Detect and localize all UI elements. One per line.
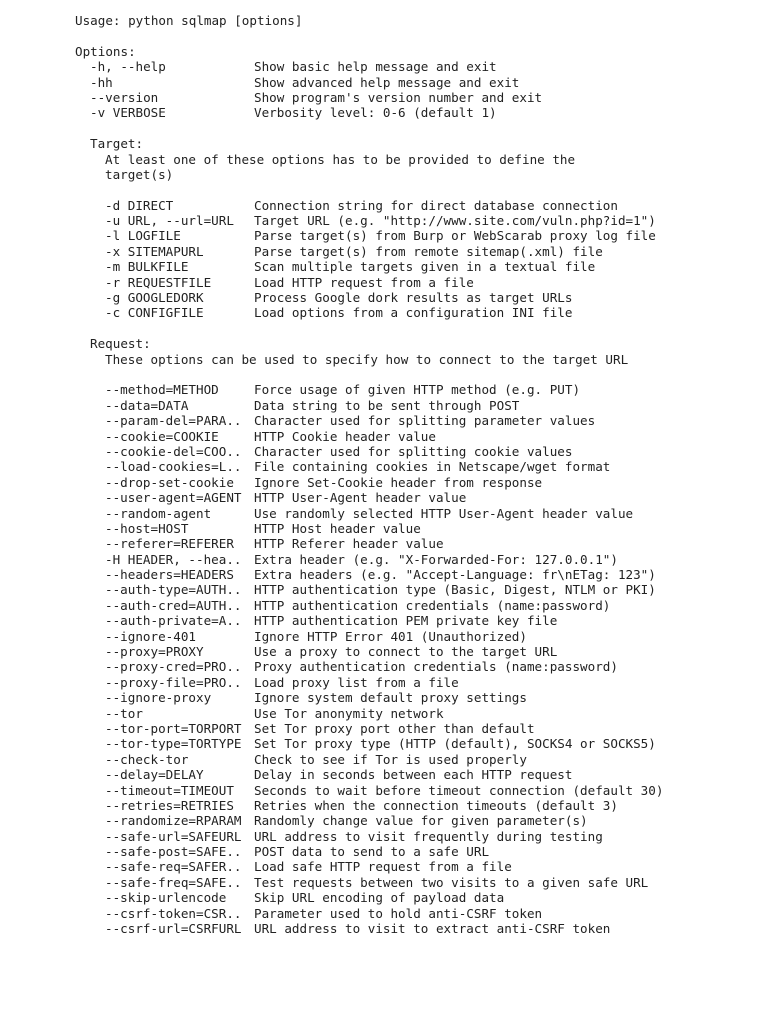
option-flag: --check-tor (105, 751, 189, 767)
option-row (75, 767, 765, 782)
option-description: Load HTTP request from a file (254, 274, 474, 290)
option-description: Use a proxy to connect to the target URL (254, 644, 558, 660)
option-description: Extra headers (e.g. "Accept-Language: fr\nETag: 123") (254, 567, 656, 583)
request-intro (75, 352, 765, 367)
option-row (75, 690, 765, 705)
option-description: Ignore Set-Cookie header from response (254, 474, 543, 490)
option-row (75, 629, 765, 644)
option-row (75, 598, 765, 613)
option-flag: --retries=RETRIES (105, 797, 234, 813)
option-flag: -u URL, --url=URL (105, 213, 234, 229)
option-flag: -d DIRECT (105, 197, 174, 213)
option-row (75, 890, 765, 905)
option-flag: -v VERBOSE (90, 105, 166, 121)
option-description: Connection string for direct database connection (254, 197, 618, 213)
option-description: Use Tor anonymity network (254, 705, 444, 721)
option-row (75, 706, 765, 721)
option-flag: -h, --help (90, 59, 166, 75)
option-row (75, 490, 765, 505)
option-row (75, 921, 765, 936)
option-description: Set Tor proxy port other than default (254, 720, 535, 736)
option-flag: --safe-post=SAFE.. (105, 844, 242, 860)
option-description: Load safe HTTP request from a file (254, 859, 512, 875)
request-options-list (75, 382, 765, 936)
option-row (75, 752, 765, 767)
option-row (75, 413, 765, 428)
option-description: Retries when the connection timeouts (default 3) (254, 797, 618, 813)
option-row (75, 475, 765, 490)
option-description: File containing cookies in Netscape/wget format (254, 459, 611, 475)
option-flag: --cookie-del=COO.. (105, 443, 242, 459)
option-flag: --drop-set-cookie (105, 474, 234, 490)
option-row (75, 906, 765, 921)
option-row (75, 521, 765, 536)
option-flag: --param-del=PARA.. (105, 413, 242, 429)
option-description: URL address to visit frequently during testing (254, 828, 603, 844)
option-flag: -l LOGFILE (105, 228, 181, 244)
option-description: Character used for splitting parameter values (254, 413, 596, 429)
option-row (75, 75, 765, 90)
target-options-list (75, 198, 765, 321)
option-description: HTTP authentication credentials (name:password) (254, 597, 611, 613)
option-description: URL address to visit to extract anti-CSRF token (254, 921, 611, 937)
option-description: HTTP authentication PEM private key file (254, 613, 558, 629)
option-description: Delay in seconds between each HTTP request (254, 767, 573, 783)
option-flag: --proxy=PROXY (105, 644, 204, 660)
option-row (75, 675, 765, 690)
option-description: Test requests between two visits to a given safe URL (254, 874, 649, 890)
option-flag: --ignore-401 (105, 628, 196, 644)
option-row (75, 398, 765, 413)
option-flag: --tor-type=TORTYPE (105, 736, 242, 752)
blank-line (75, 367, 765, 382)
option-row (75, 382, 765, 397)
option-flag: --tor-port=TORPORT (105, 720, 242, 736)
option-row (75, 90, 765, 105)
option-row (75, 567, 765, 582)
option-flag: --delay=DELAY (105, 767, 204, 783)
intro-line: These options can be used to specify how to connect to the target URL (105, 351, 629, 367)
option-description: Parse target(s) from remote sitemap(.xml) file (254, 243, 603, 259)
option-description: HTTP Referer header value (254, 536, 444, 552)
option-description: Force usage of given HTTP method (e.g. PUT) (254, 382, 581, 398)
option-flag: --safe-req=SAFER.. (105, 859, 242, 875)
blank-line (75, 182, 765, 197)
option-flag: --host=HOST (105, 520, 189, 536)
option-description: Skip URL encoding of payload data (254, 890, 505, 906)
option-row (75, 290, 765, 305)
option-flag: --safe-freq=SAFE.. (105, 874, 242, 890)
intro-line: target(s) (105, 166, 174, 182)
option-row (75, 305, 765, 320)
option-row (75, 429, 765, 444)
option-description: HTTP User-Agent header value (254, 490, 467, 506)
option-row (75, 228, 765, 243)
option-flag: --tor (105, 705, 143, 721)
option-flag: -hh (90, 74, 113, 90)
option-row (75, 506, 765, 521)
target-intro (75, 152, 765, 183)
option-flag: --random-agent (105, 505, 212, 521)
option-row (75, 783, 765, 798)
request-header: Request: (90, 336, 151, 352)
option-row (75, 829, 765, 844)
option-description: POST data to send to a safe URL (254, 844, 490, 860)
option-description: HTTP Cookie header value (254, 428, 436, 444)
option-row (75, 798, 765, 813)
option-flag: --auth-private=A.. (105, 613, 242, 629)
option-row (75, 198, 765, 213)
option-description: Target URL (e.g. "http://www.site.com/vuln.php?id=1") (254, 213, 656, 229)
blank-line (75, 28, 765, 43)
option-description: Seconds to wait before timeout connection (default 30) (254, 782, 664, 798)
option-flag: --csrf-token=CSR.. (105, 905, 242, 921)
option-row (75, 736, 765, 751)
option-flag: --csrf-url=CSRFURL (105, 921, 242, 937)
option-row (75, 259, 765, 274)
option-row (75, 552, 765, 567)
option-description: Verbosity level: 0-6 (default 1) (254, 105, 497, 121)
option-flag: --auth-type=AUTH.. (105, 582, 242, 598)
option-row (75, 659, 765, 674)
option-flag: --method=METHOD (105, 382, 219, 398)
options-header: Options: (75, 43, 136, 59)
option-flag: --cookie=COOKIE (105, 428, 219, 444)
option-description: Show advanced help message and exit (254, 74, 520, 90)
option-row (75, 875, 765, 890)
blank-line (75, 121, 765, 136)
option-row (75, 105, 765, 120)
option-row (75, 444, 765, 459)
option-flag: --proxy-cred=PRO.. (105, 659, 242, 675)
option-description: Scan multiple targets given in a textual file (254, 259, 596, 275)
option-row (75, 213, 765, 228)
option-row (75, 813, 765, 828)
blank-line (75, 321, 765, 336)
option-description: Extra header (e.g. "X-Forwarded-For: 127.0.0.1") (254, 551, 618, 567)
option-description: Use randomly selected HTTP User-Agent header value (254, 505, 634, 521)
option-flag: --ignore-proxy (105, 690, 212, 706)
option-description: Randomly change value for given parameter(s) (254, 813, 588, 829)
option-description: Ignore system default proxy settings (254, 690, 527, 706)
option-row (75, 844, 765, 859)
option-flag: -H HEADER, --hea.. (105, 551, 242, 567)
option-row (75, 582, 765, 597)
usage-line: Usage: python sqlmap [options] (75, 13, 303, 28)
option-flag: --proxy-file=PRO.. (105, 674, 242, 690)
option-flag: --timeout=TIMEOUT (105, 782, 234, 798)
option-description: Show basic help message and exit (254, 59, 497, 75)
option-description: Load options from a configuration INI file (254, 305, 573, 321)
option-row (75, 59, 765, 74)
option-description: Set Tor proxy type (HTTP (default), SOCKS4 or SOCKS5) (254, 736, 656, 752)
option-description: HTTP authentication type (Basic, Digest, NTLM or PKI) (254, 582, 656, 598)
option-flag: -c CONFIGFILE (105, 305, 204, 321)
option-flag: -r REQUESTFILE (105, 274, 212, 290)
intro-line: At least one of these options has to be provided to define the (105, 151, 576, 167)
target-header: Target: (90, 136, 144, 152)
option-flag: -x SITEMAPURL (105, 243, 204, 259)
terminal-output (75, 13, 765, 936)
option-flag: --auth-cred=AUTH.. (105, 597, 242, 613)
option-description: Ignore HTTP Error 401 (Unauthorized) (254, 628, 527, 644)
option-description: Load proxy list from a file (254, 674, 459, 690)
option-description: Character used for splitting cookie values (254, 443, 573, 459)
option-description: Parameter used to hold anti-CSRF token (254, 905, 543, 921)
option-flag: --data=DATA (105, 397, 189, 413)
option-description: Data string to be sent through POST (254, 397, 520, 413)
option-row (75, 459, 765, 474)
option-flag: --load-cookies=L.. (105, 459, 242, 475)
option-flag: -g GOOGLEDORK (105, 290, 204, 306)
option-row (75, 613, 765, 628)
option-row (75, 244, 765, 259)
option-row (75, 644, 765, 659)
option-description: HTTP Host header value (254, 520, 421, 536)
option-flag: --version (90, 89, 159, 105)
option-flag: --headers=HEADERS (105, 567, 234, 583)
option-description: Check to see if Tor is used properly (254, 751, 527, 767)
option-description: Process Google dork results as target URLs (254, 290, 573, 306)
option-row (75, 721, 765, 736)
option-flag: -m BULKFILE (105, 259, 189, 275)
option-row (75, 275, 765, 290)
option-description: Proxy authentication credentials (name:password) (254, 659, 618, 675)
option-flag: --user-agent=AGENT (105, 490, 242, 506)
option-description: Parse target(s) from Burp or WebScarab proxy log file (254, 228, 656, 244)
option-row (75, 536, 765, 551)
option-description: Show program's version number and exit (254, 89, 543, 105)
option-row (75, 859, 765, 874)
option-flag: --referer=REFERER (105, 536, 234, 552)
option-flag: --safe-url=SAFEURL (105, 828, 242, 844)
options-list (75, 59, 765, 121)
option-flag: --skip-urlencode (105, 890, 227, 906)
option-flag: --randomize=RPARAM (105, 813, 242, 829)
